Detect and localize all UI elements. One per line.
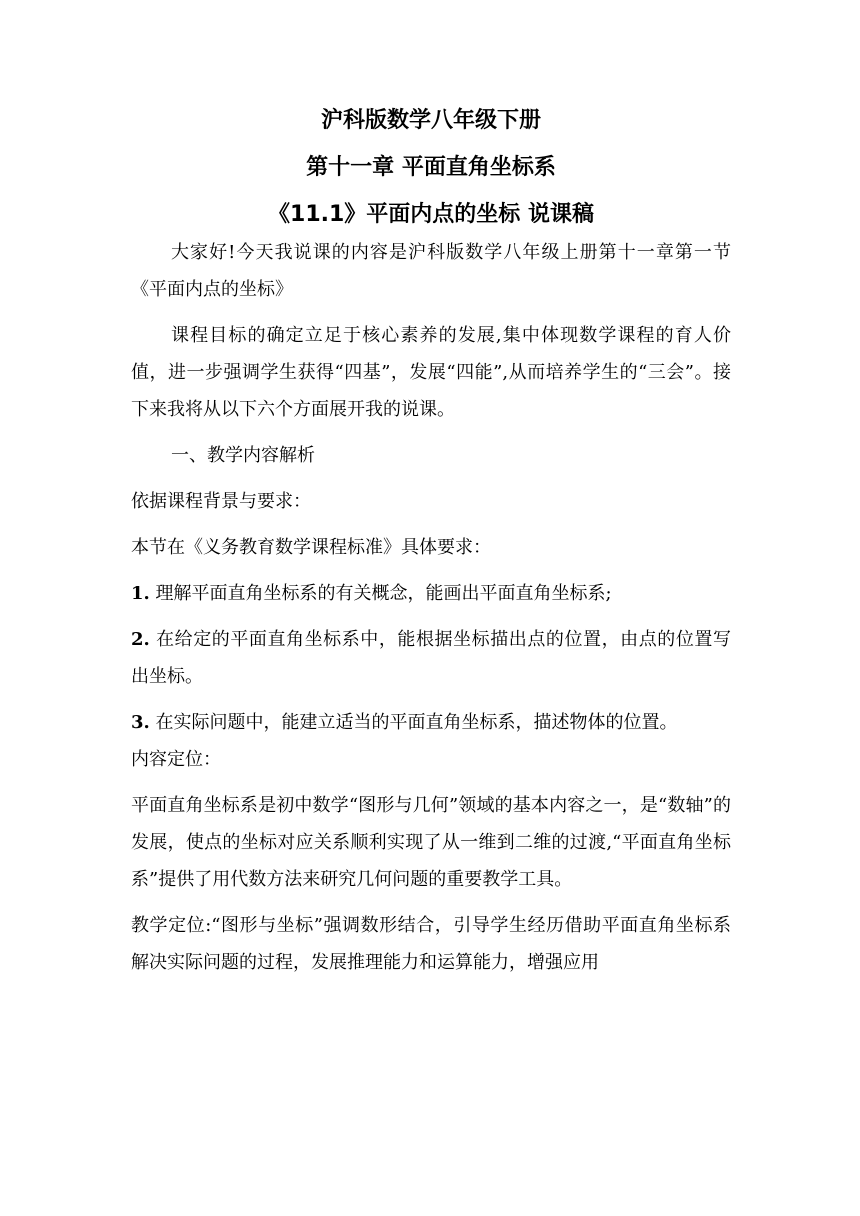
requirement-3-text: 在实际问题中，能建立适当的平面直角坐标系，描述物体的位置。 [149,712,678,733]
goal-paragraph: 课程目标的确定立足于核心素养的发展,集中体现数学课程的育人价值，进一步强调学生获得“四基”，发展“四能”,从而培养学生的“三会”。接下来我将从以下六个方面展开我的说课。 [131,325,731,420]
document-page [131,108,731,981]
requirement-1-text: 理解平面直角坐标系的有关概念，能画出平面直角坐标系; [149,583,612,604]
requirement-3 [131,704,731,741]
section-heading-1: 一、教学内容解析 [171,445,315,466]
requirement-2-text: 在给定的平面直角坐标系中，能根据坐标描出点的位置，由点的位置写出坐标。 [131,629,731,687]
requirement-2 [131,621,731,695]
doc-title-textbook: 沪科版数学八年级下册 [320,108,541,133]
requirement-3-number: 3. [131,712,150,733]
requirement-2-number: 2. [131,629,150,650]
content-position-paragraph: 平面直角坐标系是初中数学“图形与几何”领域的基本内容之一，是“数轴”的发展，使点的坐标对应关系顺利实现了从一维到二维的过渡,“平面直角坐标系”提供了用代数方法来研究几何问题的重要教学工具。 [131,795,731,890]
doc-title-lesson: 《11.1》平面内点的坐标 说课稿 [268,202,594,227]
doc-title-chapter: 第十一章 平面直角坐标系 [306,155,556,180]
intro-paragraph: 大家好!今天我说课的内容是沪科版数学八年级上册第十一章第一节《平面内点的坐标》 [131,242,731,300]
content-position-label: 内容定位： [131,749,221,770]
standard-intro: 本节在《义务教育数学课程标准》具体要求： [131,537,491,558]
requirement-1-number: 1. [131,583,150,604]
requirement-1 [131,575,731,612]
teaching-position-paragraph: 教学定位:“图形与坐标”强调数形结合，引导学生经历借助平面直角坐标系解决实际问题的过程，发展推理能力和运算能力，增强应用 [131,915,731,973]
basis-label: 依据课程背景与要求： [131,491,311,512]
document-body [131,234,731,981]
